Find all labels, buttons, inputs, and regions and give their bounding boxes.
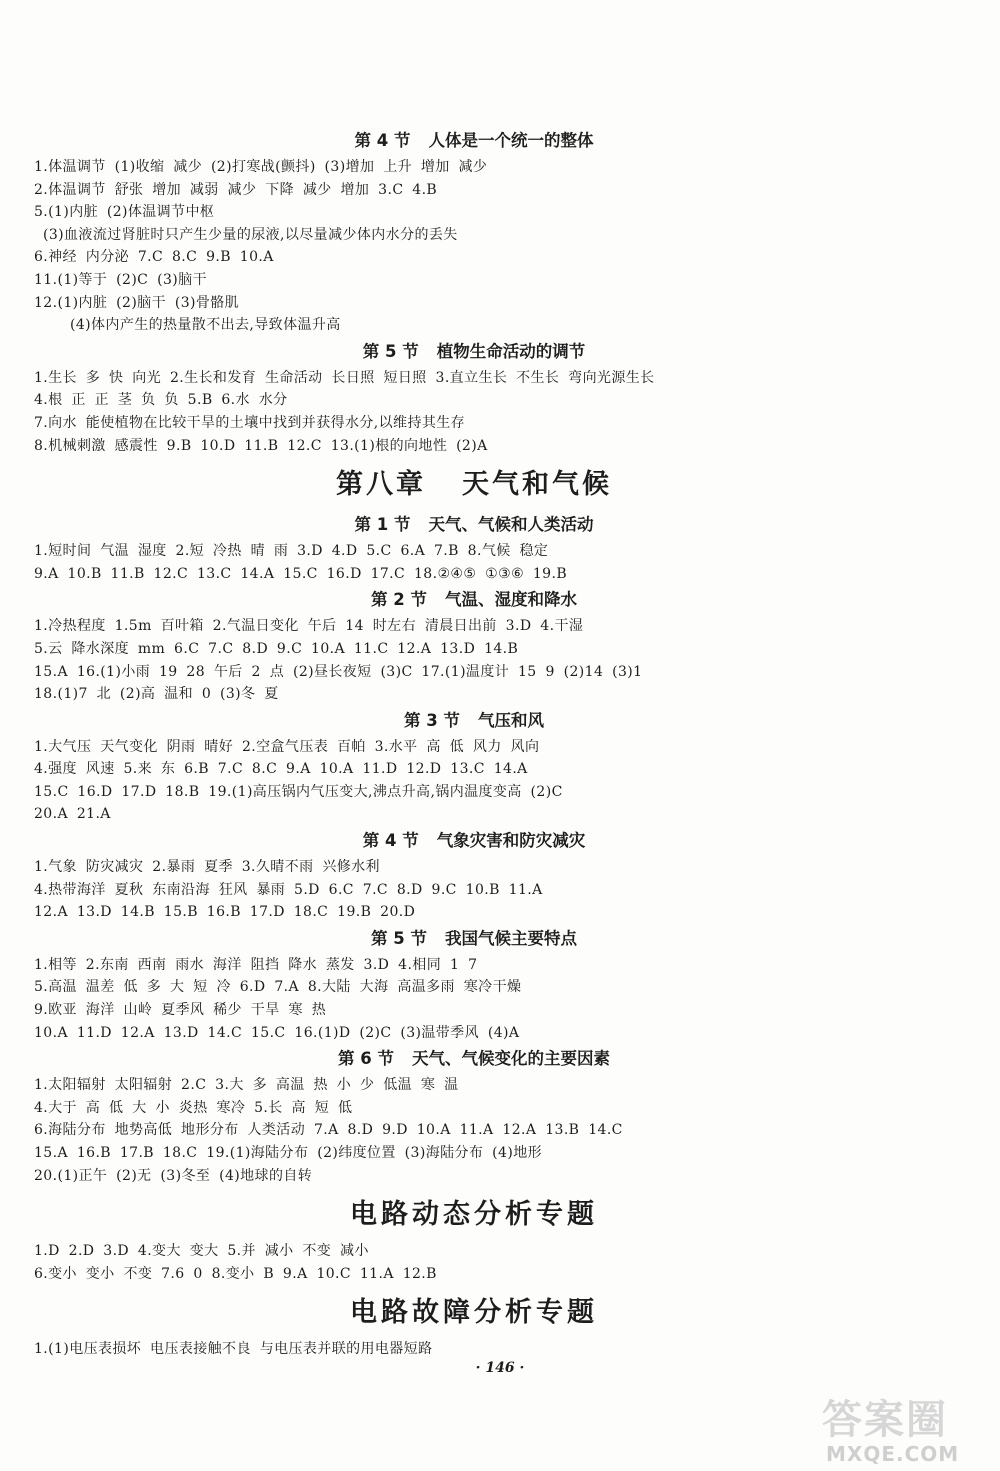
answer-line: 6.神经 内分泌 7.C 8.C 9.B 10.A xyxy=(34,249,274,266)
answer-line: 20.(1)正午 (2)无 (3)冬至 (4)地球的自转 xyxy=(34,1167,313,1184)
answer-line: 1.(1)电压表损坏 电压表接触不良 与电压表并联的用电器短路 xyxy=(34,1341,433,1358)
answer-line: 8.机械刺激 感震性 9.B 10.D 11.B 12.C 13.(1)根的向地性 (2)A xyxy=(34,437,488,454)
answer-line: 4.热带海洋 夏秋 东南沿海 狂风 暴雨 5.D 6.C 7.C 8.D 9.C 10.B 11.A xyxy=(34,881,543,898)
watermark-logo xyxy=(812,1388,987,1468)
watermark-text: 答案圈 xyxy=(822,1397,948,1443)
answer-line: 1.大气压 天气变化 阴雨 晴好 2.空盒气压表 百帕 3.水平 高 低 风力 风向 xyxy=(34,738,540,755)
answer-line: 9.A 10.B 11.B 12.C 13.C 14.A 15.C 16.D 17.C 18.②④⑤ ①③⑥ 19.B xyxy=(34,565,568,582)
answer-line: 9.欧亚 海洋 山岭 夏季风 稀少 干旱 寒 热 xyxy=(34,1002,327,1019)
answer-line: 12.A 13.D 14.B 15.B 16.B 17.D 18.C 19.B 20.D xyxy=(34,904,416,921)
answer-line: 1.D 2.D 3.D 4.变大 变大 5.并 减小 不变 减小 xyxy=(34,1243,369,1260)
answer-line: 1.相等 2.东南 西南 雨水 海洋 阻挡 降水 蒸发 3.D 4.相同 1 7 xyxy=(34,956,478,973)
topic-title-fault: 电路故障分析专题 xyxy=(350,1297,598,1329)
answer-line: 1.生长 多 快 向光 2.生长和发育 生命活动 长日照 短日照 3.直立生长 不生长 弯向光源生长 xyxy=(34,369,655,386)
answer-line: 5.(1)内脏 (2)体温调节中枢 xyxy=(34,204,215,221)
answer-line: 4.根 正 正 茎 负 负 5.B 6.水 水分 xyxy=(34,392,288,409)
answer-line: 2.体温调节 舒张 增加 减弱 减少 下降 减少 增加 3.C 4.B xyxy=(34,181,438,198)
answer-line: (4)体内产生的热量散不出去,导致体温升高 xyxy=(70,317,341,334)
answer-line: 1.气象 防灾减灾 2.暴雨 夏季 3.久晴不雨 兴修水利 xyxy=(34,859,380,876)
answer-line: 6.变小 变小 不变 7.6 0 8.变小 B 9.A 10.C 11.A 12.B xyxy=(34,1265,437,1282)
answer-line: 1.短时间 气温 湿度 2.短 冷热 晴 雨 3.D 4.D 5.C 6.A 7.B 8.气候 稳定 xyxy=(34,543,549,560)
answer-line: 11.(1)等于 (2)C (3)脑干 xyxy=(34,271,207,288)
answer-line: 15.A 16.(1)小雨 19 28 午后 2 点 (2)昼长夜短 (3)C 17.(1)温度计 15 9 (2)14 (3)1 xyxy=(34,663,643,680)
answer-line: 10.A 11.D 12.A 13.D 14.C 15.C 16.(1)D (2)C (3)温带季风 (4)A xyxy=(34,1024,520,1041)
watermark-url: MXQE.COM xyxy=(826,1442,960,1466)
chapter-section-title-4: 第 4 节 气象灾害和防灾减灾 xyxy=(362,831,586,851)
answer-line: 20.A 21.A xyxy=(34,806,111,823)
answer-line: 5.云 降水深度 mm 6.C 7.C 8.D 9.C 10.A 11.C 12.A 13.D 14.B xyxy=(34,640,519,657)
answer-line: 4.强度 风速 5.来 东 6.B 7.C 8.C 9.A 10.A 11.D 12.D 13.C 14.A xyxy=(34,761,528,778)
chapter-section-title-1: 第 1 节 天气、气候和人类活动 xyxy=(354,515,594,535)
answer-line: 1.体温调节 (1)收缩 减少 (2)打寒战(颤抖) (3)增加 上升 增加 减少 xyxy=(34,159,488,175)
answer-line: 7.向水 能使植物在比较干旱的土壤中找到并获得水分,以维持其生存 xyxy=(34,414,466,431)
chapter-section-title-5: 第 5 节 我国气候主要特点 xyxy=(371,928,577,948)
chapter-section-title-6: 第 6 节 天气、气候变化的主要因素 xyxy=(338,1049,610,1069)
chapter-section-title-3: 第 3 节 气压和风 xyxy=(404,710,544,730)
answer-line: (3)血液流过肾脏时只产生少量的尿液,以尽量减少体内水分的丢失 xyxy=(43,226,458,243)
answer-line: 4.大于 高 低 大 小 炎热 寒冷 5.长 高 短 低 xyxy=(34,1099,353,1116)
answer-line: 1.冷热程度 1.5m 百叶箱 2.气温日变化 午后 14 时左右 清晨日出前 3.D 4.干湿 xyxy=(34,618,584,635)
answer-line: 1.太阳辐射 太阳辐射 2.C 3.大 多 高温 热 小 少 低温 寒 温 xyxy=(34,1077,459,1094)
answer-line: 5.高温 温差 低 多 大 短 冷 6.D 7.A 8.大陆 大海 高温多雨 寒冷干燥 xyxy=(34,979,522,996)
section-title-5: 第 5 节 植物生命活动的调节 xyxy=(362,341,586,361)
answer-line: 15.A 16.B 17.B 18.C 19.(1)海陆分布 (2)纬度位置 (3)海陆分布 (4)地形 xyxy=(34,1145,542,1161)
chapter-title: 第八章 天气和气候 xyxy=(336,469,612,501)
chapter-section-title-2: 第 2 节 气温、湿度和降水 xyxy=(371,590,577,610)
answer-line: 18.(1)7 北 (2)高 温和 0 (3)冬 夏 xyxy=(34,686,279,703)
answer-line: 15.C 16.D 17.D 18.B 19.(1)高压锅内气压变大,沸点升高,锅内温度变高 (2)C xyxy=(34,783,563,800)
page-number: · 146 · xyxy=(475,1360,525,1376)
topic-title-dynamic: 电路动态分析专题 xyxy=(350,1199,598,1231)
answer-line: 6.海陆分布 地势高低 地形分布 人类活动 7.A 8.D 9.D 10.A 11.A 12.A 13.B 14.C xyxy=(34,1122,623,1139)
answer-content xyxy=(34,126,914,1361)
section-title-4: 第 4 节 人体是一个统一的整体 xyxy=(354,131,594,150)
answer-line: 12.(1)内脏 (2)脑干 (3)骨骼肌 xyxy=(34,294,240,311)
